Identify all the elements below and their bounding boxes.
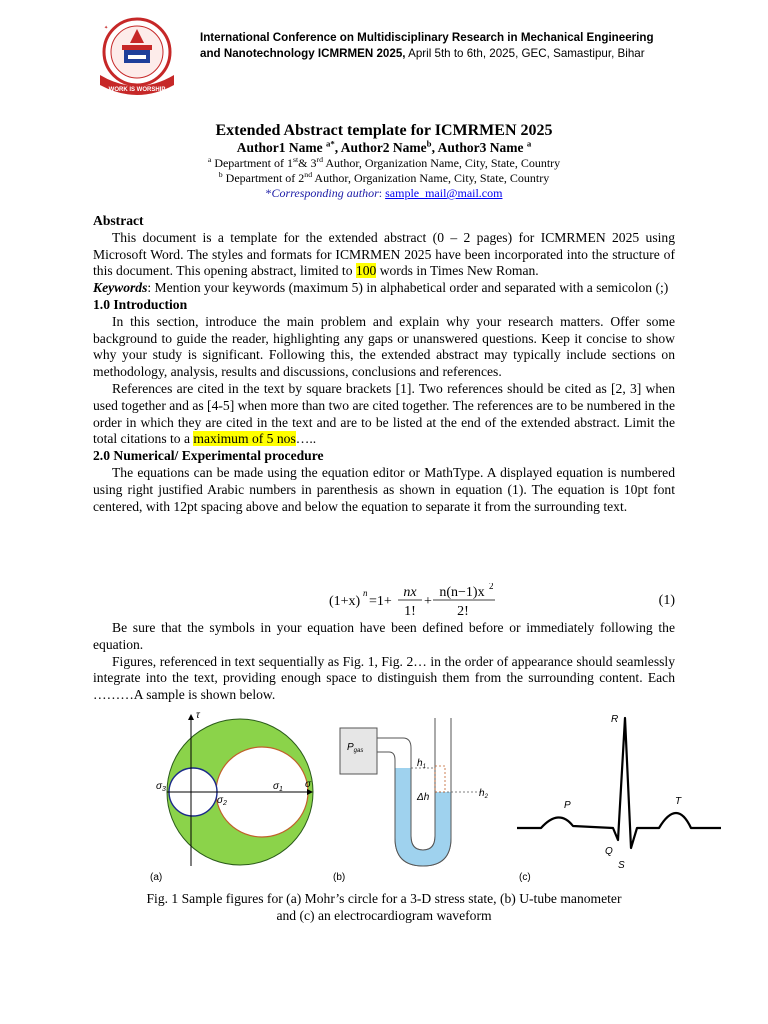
ecg-r-label: R [611, 714, 619, 725]
ecg-p-label: P [564, 800, 571, 811]
ecg-s-label: S [618, 860, 625, 871]
keywords-paragraph: Keywords: Mention your keywords (maximum 5) in alphabetical order and separated with a semicolon (;) [93, 280, 669, 296]
figure-b-label: (b) [333, 872, 346, 883]
h1-label: $h_1$ [417, 758, 426, 770]
svg-text:2!: 2! [457, 604, 469, 619]
svg-text:✦: ✦ [104, 25, 109, 31]
figure-c-ecg [517, 708, 727, 888]
eq-equals: =1+ [369, 594, 392, 609]
equation-number: (1) [658, 593, 675, 608]
figure-b-manometer [331, 708, 511, 888]
procedure-heading: 2.0 Numerical/ Experimental procedure [93, 448, 324, 464]
figure-1 [93, 708, 733, 888]
svg-text:1!: 1! [404, 604, 416, 619]
sigma-axis-label: σ [305, 779, 312, 790]
conference-dates-location: April 5th to 6th, 2025, GEC, Samastipur, Bihar [405, 46, 645, 60]
figure-a-overlay [93, 708, 353, 888]
procedure-paragraph-2: Be sure that the symbols in your equation have been defined before or immediately following the equation. [93, 620, 675, 652]
delta-h-label: Δh [417, 792, 430, 803]
procedure-paragraph-3: Figures, referenced in text sequentially as Fig. 1, Fig. 2… in the order of appearance should seamlessly integrate into the text, providing enough space to distinguish them from the surrounding content. Each ………A sample is shown below. [93, 653, 675, 703]
figure-a-label: (a) [150, 872, 163, 883]
pgas-label: $P_{gas}$ [347, 742, 364, 754]
tau-label: τ [196, 710, 200, 721]
ecg-t-label: T [675, 796, 682, 807]
procedure-paragraph-1: The equations can be made using the equation editor or MathType. A displayed equation is numbered using right justified Arabic numbers in parenthesis as shown in equation (1). The equation is 10pt font centered, with 12pt spacing above and below the equation to separate it from the surrounding text. [93, 464, 675, 514]
equation-block [93, 583, 675, 619]
author-3: , Author3 Name [431, 140, 527, 155]
author-2: , Author2 Name [334, 140, 427, 155]
figure-c-label: (c) [519, 872, 531, 883]
svg-text:2: 2 [489, 583, 494, 591]
svg-text:n: n [363, 588, 368, 598]
sigma-2-label: $\sigma_2$ [217, 795, 227, 807]
author-list: Author1 Name $^{a*}$, Author2 Name$^b$, Author3 Name $^a$ [236, 138, 532, 155]
conference-name-line2: and Nanotechnology ICMRMEN 2025, [200, 46, 406, 60]
abstract-paragraph: This document is a template for the extended abstract (0 – 2 pages) for ICMRMEN 2025 using Microsoft Word. The styles and formats for ICMRMEN 2025 have been incorporated into the structure of this document. This opening abstract, limited to 100 words in Times New Roman. [93, 229, 675, 279]
affiliation-a: $^a$ Department of 1st& 3rd Author, Organization Name, City, State, Country [207, 155, 561, 170]
body-text [93, 213, 675, 515]
svg-text:+: + [424, 594, 432, 609]
conference-logo [94, 15, 180, 97]
h2-label: $h_2$ [479, 788, 488, 800]
caption-line-2: and (c) an electrocardiogram waveform [276, 908, 492, 923]
corresponding-author: *Corresponding author: sample_mail@mail.com [265, 186, 503, 200]
author-1: Author1 Name [236, 140, 327, 155]
ecg-q-label: Q [605, 846, 613, 857]
svg-text:n(n−1)x: n(n−1)x [439, 585, 485, 600]
sigma-1-label: $\sigma_1$ [273, 781, 283, 793]
paper-title: Extended Abstract template for ICMRMEN 2025 [215, 122, 553, 139]
sigma-3-label: $\sigma_3$ [156, 781, 166, 793]
eq-lhs: (1+x) [329, 594, 361, 609]
affiliations [0, 156, 768, 201]
corresponding-email-link[interactable]: sample_mail@mail.com [385, 186, 503, 200]
logo-motto: WORK IS WORSHIP [108, 87, 166, 93]
body-text-continued [93, 620, 675, 704]
intro-heading: 1.0 Introduction [93, 296, 188, 312]
intro-paragraph-1: In this section, introduce the main problem and explain why your research matters. Offer some background to guide the reader, highlighting any gaps or unanswered questions. Keep it concise to show why your study is significant. Following this, the extended abstract may typically include sections on methodology, analysis, results and discussions, conclusions and references. [93, 313, 675, 380]
intro-paragraph-2: References are cited in the text by square brackets [1]. Two references should be cited as [2, 3] when used together and as [4-5] when more than two are cited together. The references are to be numbered in the order in which they are cited in the text and are to be listed at the end of the extended abstract. Limit the total citations to a maximum of 5 nos….. [93, 380, 675, 447]
affiliation-b: $^b$ Department of 2nd Author, Organization Name, City, State, Country [218, 170, 550, 185]
svg-text:nx: nx [403, 585, 417, 600]
conference-name-line1: International Conference on Multidisciplinary Research in Mechanical Engineering [200, 31, 654, 44]
figure-caption [93, 890, 675, 924]
conference-header [200, 30, 760, 61]
abstract-heading: Abstract [93, 213, 144, 228]
caption-line-1: Fig. 1 Sample figures for (a) Mohr’s circle for a 3-D stress state, (b) U-tube manometer [146, 891, 622, 906]
